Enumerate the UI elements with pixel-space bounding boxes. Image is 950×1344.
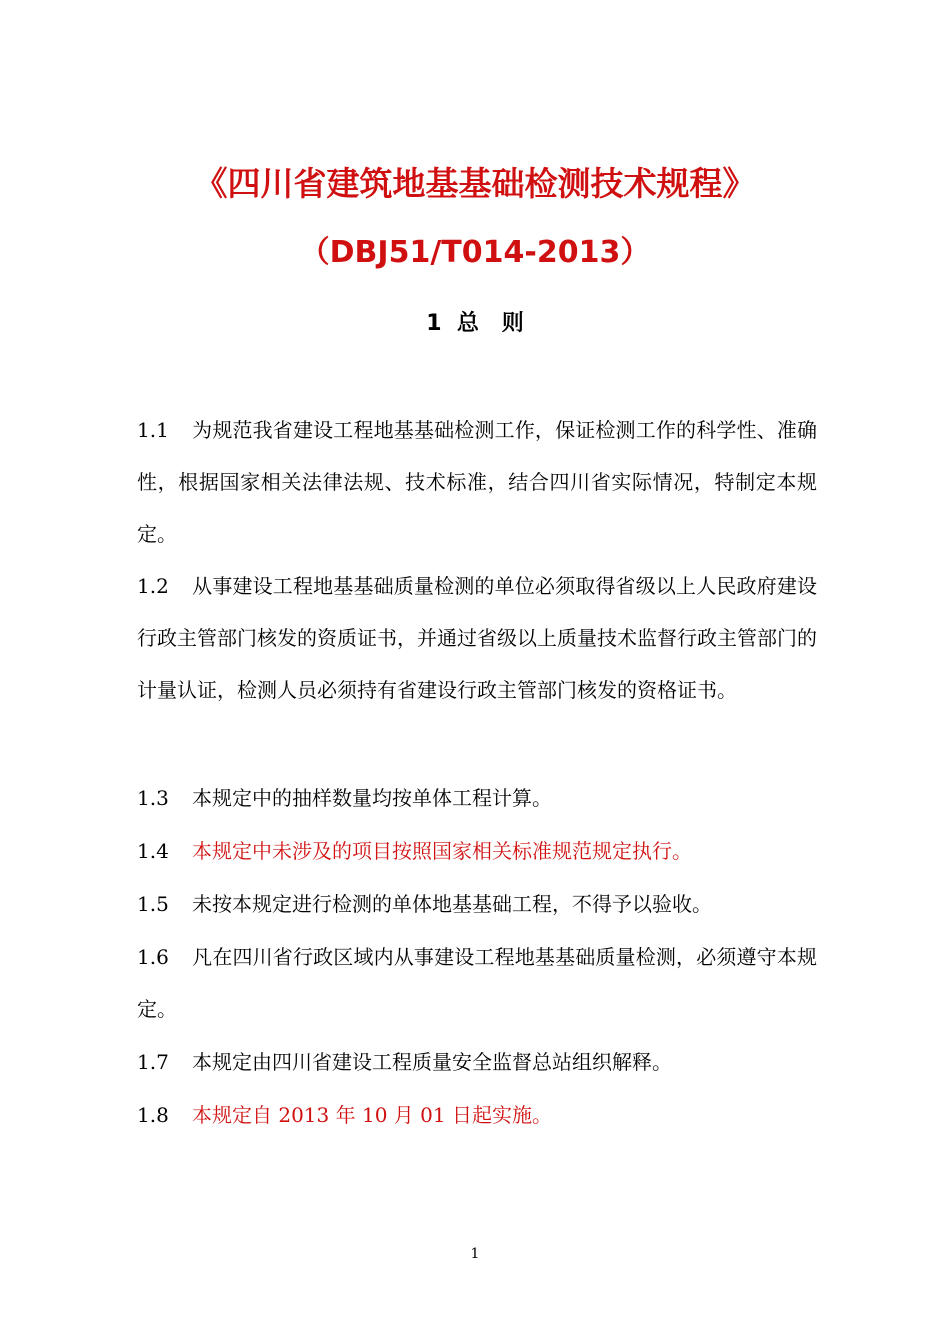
clause-1-3 xyxy=(137,772,817,824)
chapter-heading: 1 总 则 xyxy=(426,311,524,336)
clause-1-6 xyxy=(137,931,817,1035)
clause-text: 未按本规定进行检测的单体地基基础工程，不得予以验收。 xyxy=(192,892,712,916)
clause-number: 1.3 xyxy=(137,786,169,810)
clause-number: 1.4 xyxy=(137,839,169,863)
clause-1-2 xyxy=(137,560,817,716)
clause-1-7 xyxy=(137,1036,817,1088)
clause-1-8 xyxy=(137,1089,817,1141)
clause-text: 本规定中的抽样数量均按单体工程计算。 xyxy=(192,786,552,810)
clause-text: 从事建设工程地基基础质量检测的单位必须取得省级以上人民政府建设行政主管部门核发的资质证书，并通过省级以上质量技术监督行政主管部门的计量认证，检测人员必须持有省建设行政主管部门核发的资格证书。 xyxy=(137,574,817,702)
clause-text: 本规定中未涉及的项目按照国家相关标准规范规定执行。 xyxy=(192,839,692,863)
clause-text: 本规定由四川省建设工程质量安全监督总站组织解释。 xyxy=(192,1050,672,1074)
clause-1-5 xyxy=(137,878,817,930)
page-number: 1 xyxy=(470,1246,480,1262)
clause-number: 1.6 xyxy=(137,945,169,969)
clause-1-1 xyxy=(137,404,817,560)
clause-text: 本规定自 2013 年 10 月 01 日起实施。 xyxy=(192,1103,552,1127)
clause-1-4 xyxy=(137,825,817,877)
document-code: （DBJ51/T014-2013） xyxy=(299,235,651,270)
clause-number: 1.7 xyxy=(137,1050,169,1074)
clause-number: 1.8 xyxy=(137,1103,169,1127)
clause-number: 1.1 xyxy=(137,418,169,442)
clause-number: 1.5 xyxy=(137,892,169,916)
clause-number: 1.2 xyxy=(137,574,169,598)
document-title: 《四川省建筑地基基础检测技术规程》 xyxy=(194,164,756,203)
clause-text: 凡在四川省行政区域内从事建设工程地基基础质量检测，必须遵守本规定。 xyxy=(137,945,817,1021)
clause-text: 为规范我省建设工程地基基础检测工作，保证检测工作的科学性、准确性，根据国家相关法律法规、技术标准，结合四川省实际情况，特制定本规定。 xyxy=(137,418,817,546)
